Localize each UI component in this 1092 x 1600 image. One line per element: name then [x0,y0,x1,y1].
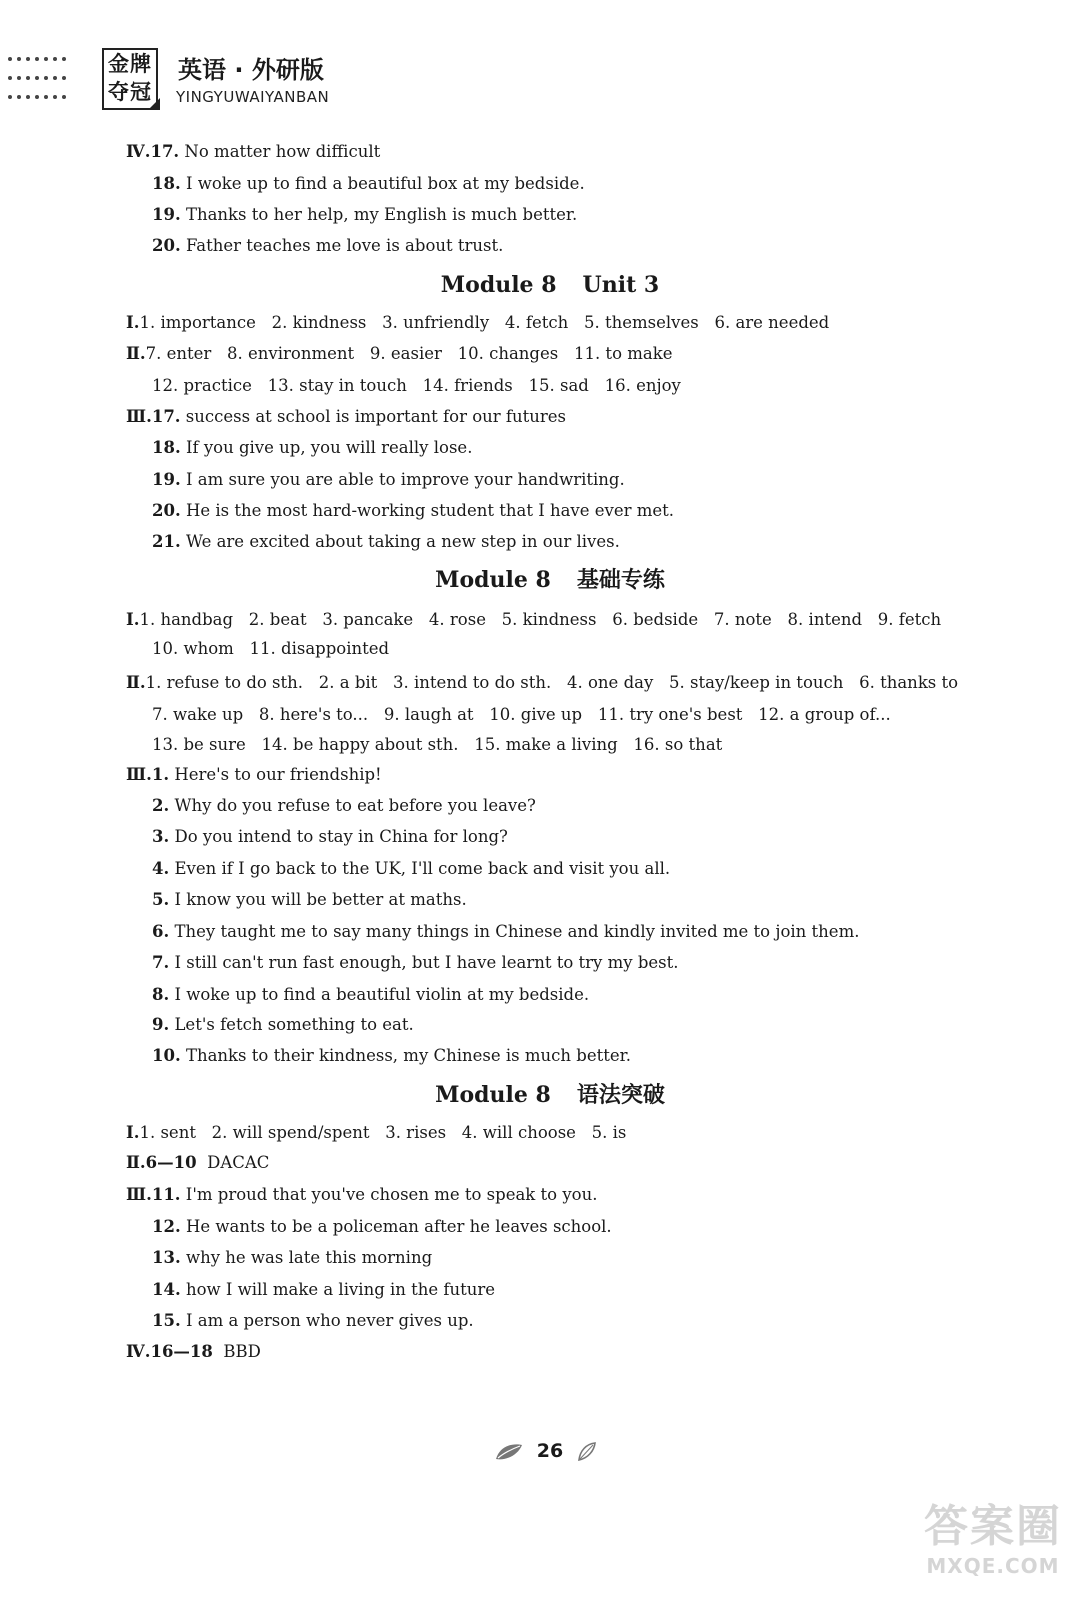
answer-text: I woke up to find a beautiful violin at my bedside. [169,985,590,1004]
answer-line [152,920,859,944]
answer-line [126,405,566,429]
answer-text: BBD [212,1342,261,1361]
item-number: 19. [152,205,181,224]
heading-title: Unit 3 [582,272,660,298]
answer-line [152,374,681,398]
page-number: 26 [536,1440,564,1462]
heading-module: Module 8 [440,272,557,298]
leaf-left-icon [494,1441,524,1463]
item-number: 3. [152,827,170,846]
heading-title: 基础专练 [576,567,665,593]
item-number: 21. [152,532,181,551]
answer-line [152,637,389,661]
roman-numeral: Ⅱ. [126,673,146,692]
item-number: 8. [152,985,170,1004]
roman-numeral: Ⅰ. [126,1123,140,1142]
item-number: 15. [152,1311,181,1330]
answer-line [126,1151,269,1175]
item-number: 17. [150,142,180,161]
page-footer [0,1440,1092,1463]
answer-text: 7. enter 8. environment 9. easier 10. changes 11. to make [145,344,673,363]
answer-text: If you give up, you will really lose. [180,438,473,457]
answer-text: I am sure you are able to improve your handwriting. [180,470,625,489]
answer-text: Even if I go back to the UK, I'll come back and visit you all. [169,859,671,878]
roman-numeral: Ⅲ. [126,407,152,426]
roman-numeral: Ⅱ. [126,344,146,363]
item-number: 12. [152,1217,181,1236]
item-number: 6. [152,922,170,941]
watermark-text: 答案圈 [924,1501,1062,1552]
answer-text: 1. handbag 2. beat 3. pancake 4. rose 5. kindness 6. bedside 7. note 8. intend 9. fetch [139,610,942,629]
answer-text: Thanks to her help, my English is much better. [180,205,578,224]
answer-text: Let's fetch something to eat. [169,1015,414,1034]
section-heading [0,1080,1092,1110]
item-number: 13. [152,1248,181,1267]
roman-numeral: Ⅲ. [126,765,152,784]
answer-line [126,608,941,632]
item-number: 20. [152,236,181,255]
answer-text: I still can't run fast enough, but I have learnt to try my best. [169,953,679,972]
watermark-logo [908,1500,1078,1592]
roman-numeral: Ⅱ. [126,1153,146,1172]
answer-text: DACAC [196,1153,270,1172]
item-number: 11. [151,1185,181,1204]
answer-line [152,951,679,975]
heading-title: 语法突破 [576,1082,665,1108]
item-number: 18. [152,174,181,193]
watermark-url: MXQE.COM [926,1554,1060,1578]
answer-line [152,983,589,1007]
answer-line [152,436,472,460]
answer-text: I am a person who never gives up. [180,1311,474,1330]
answer-line [152,794,536,818]
roman-numeral: Ⅰ. [126,610,140,629]
answer-text: They taught me to say many things in Chinese and kindly invited me to join them. [169,922,860,941]
answer-text: I know you will be better at maths. [169,890,467,909]
item-number: 14. [152,1280,181,1299]
item-number: 19. [152,470,181,489]
section-heading [0,565,1092,595]
answer-text: 10. whom 11. disappointed [152,639,390,658]
item-number: 2. [152,796,170,815]
answer-text: 12. practice 13. stay in touch 14. friends 15. sad 16. enjoy [152,376,681,395]
answer-line [126,763,382,787]
answer-line [152,499,674,523]
item-number: 18. [152,438,181,457]
heading-module: Module 8 [435,567,551,593]
roman-numeral: Ⅰ. [126,313,140,332]
answer-text: I'm proud that you've chosen me to speak to you. [180,1185,598,1204]
answer-line [126,140,380,164]
answer-line [152,234,503,258]
answer-line [152,1309,474,1333]
answer-line [152,857,670,881]
answer-line [126,671,958,695]
answer-text: No matter how difficult [179,142,381,161]
answer-text: 13. be sure 14. be happy about sth. 15. make a living 16. so that [152,735,723,754]
item-number: 4. [152,859,170,878]
logo-corner-triangle [148,98,160,110]
answer-line [152,468,625,492]
roman-numeral: Ⅳ. [126,1342,151,1361]
answer-line [152,888,467,912]
answer-text: Thanks to their kindness, my Chinese is much better. [180,1046,631,1065]
answer-text: Father teaches me love is about trust. [180,236,504,255]
answer-text: 1. sent 2. will spend/spent 3. rises 4. will choose 5. is [139,1123,627,1142]
answer-text: He wants to be a policeman after he leaves school. [180,1217,612,1236]
answer-text: We are excited about taking a new step in our lives. [180,532,620,551]
answer-text: 7. wake up 8. here's to... 9. laugh at 10. give up 11. try one's best 12. a group of... [152,705,891,724]
item-number: 6—10 [145,1153,197,1172]
item-number: 20. [152,501,181,520]
answer-text: He is the most hard-working student that I have ever met. [180,501,675,520]
answer-text: why he was late this morning [180,1248,433,1267]
answer-line [152,530,620,554]
answer-line [152,1215,612,1239]
answer-text: 1. refuse to do sth. 2. a bit 3. intend to do sth. 4. one day 5. stay/keep in touch 6. thanks to [145,673,959,692]
answer-line [152,172,585,196]
answer-line [152,1013,414,1037]
item-number: 10. [152,1046,181,1065]
item-number: 9. [152,1015,170,1034]
item-number: 17. [151,407,181,426]
roman-numeral: Ⅳ. [126,142,151,161]
item-number: 1. [151,765,170,784]
roman-numeral: Ⅲ. [126,1185,152,1204]
answer-text: how I will make a living in the future [180,1280,496,1299]
answer-text: Here's to our friendship! [169,765,382,784]
item-number: 5. [152,890,170,909]
logo-line-1: 金牌 [108,52,152,76]
answer-line [152,1278,495,1302]
item-number: 7. [152,953,170,972]
answer-line [152,203,577,227]
heading-module: Module 8 [435,1082,551,1108]
answer-line [126,311,829,335]
answer-text: I woke up to find a beautiful box at my bedside. [180,174,585,193]
answer-line [126,1183,597,1207]
answer-line [152,733,722,757]
item-number: 16—18 [150,1342,213,1361]
answer-line [152,825,508,849]
answer-text: Do you intend to stay in China for long? [169,827,508,846]
header-dots-decoration [8,56,92,113]
answer-line [152,703,891,727]
answer-line [152,1044,631,1068]
answer-line [126,342,673,366]
book-subtitle: YINGYUWAIYANBAN [176,88,330,106]
answer-line [126,1121,626,1145]
answer-line [126,1340,261,1364]
book-title: 英语 · 外研版 [178,56,324,84]
answer-text: Why do you refuse to eat before you leave? [169,796,536,815]
answer-text: success at school is important for our futures [180,407,567,426]
logo-line-2: 夺冠 [108,80,152,104]
leaf-right-icon [576,1441,598,1463]
section-heading [0,270,1092,300]
answer-line [152,1246,432,1270]
answer-text: 1. importance 2. kindness 3. unfriendly 4. fetch 5. themselves 6. are needed [139,313,830,332]
